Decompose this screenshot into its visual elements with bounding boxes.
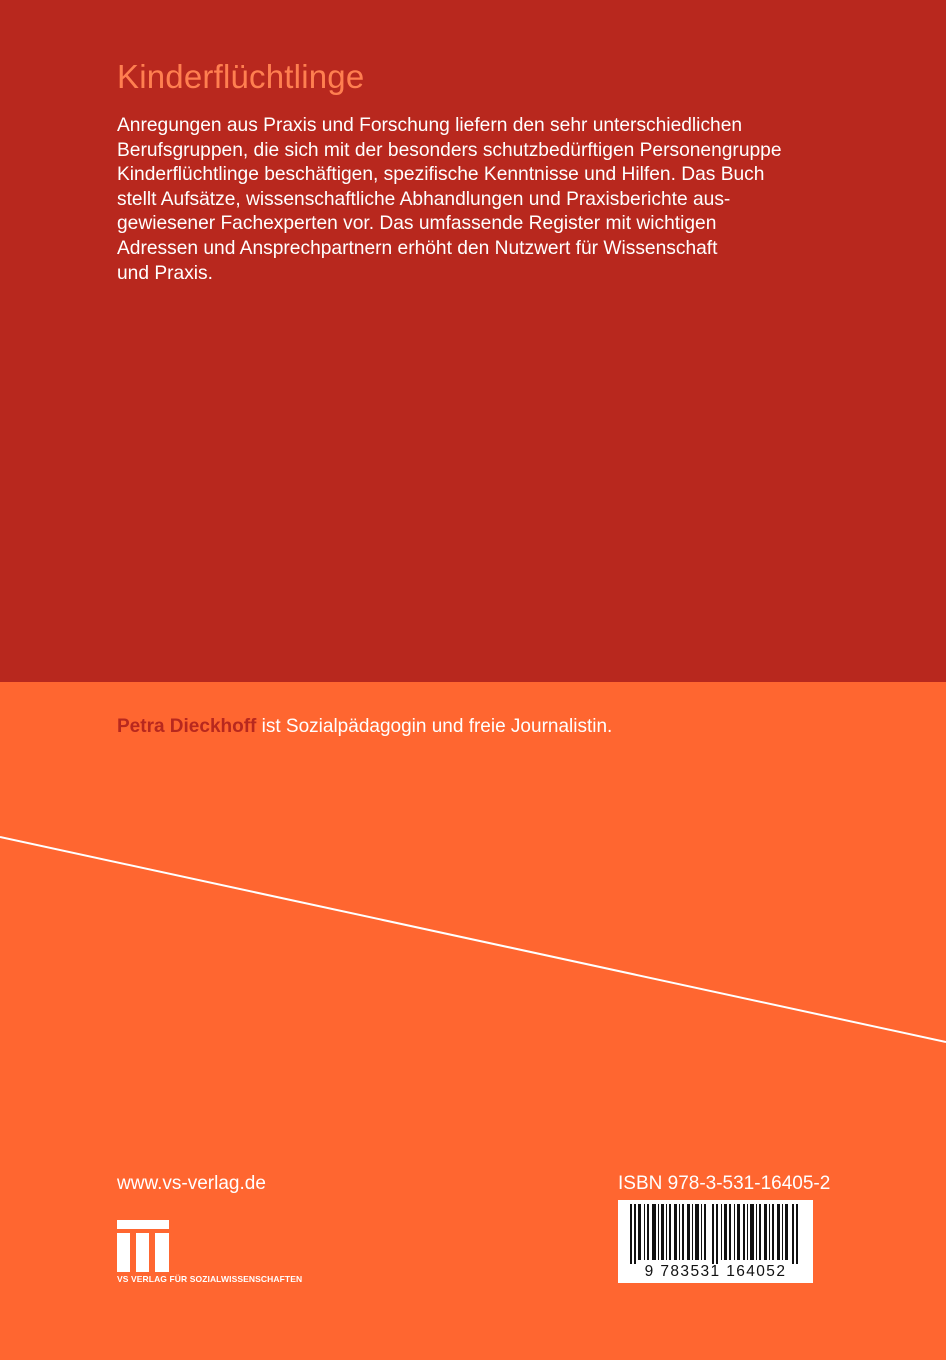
website-link[interactable]: www.vs-verlag.de [117,1173,266,1194]
vs-verlag-columns-logo-icon [117,1220,169,1272]
blurb-text [117,114,817,286]
isbn-label: ISBN 978-3-531-16405-2 [618,1173,831,1194]
blurb-line: Berufsgruppen, die sich mit der besonders schutzbedürftigen Personengruppe [117,139,782,161]
blurb-line: stellt Aufsätze, wissenschaftliche Abhandlungen und Praxisberichte aus- [117,188,731,210]
blurb-line: Anregungen aus Praxis und Forschung liefern den sehr unterschiedlichen [117,115,743,136]
book-title: Kinderflüchtlinge [117,58,365,95]
author-name: Petra Dieckhoff [117,716,257,737]
ean13-barcode-icon [618,1200,813,1264]
blurb-line: und Praxis. [117,262,213,284]
blurb-line: Adressen und Ansprechpartnern erhöht den Nutzwert für Wissenschaft [117,237,718,259]
barcode [618,1200,813,1283]
author-bio: ist Sozialpädagogin und freie Journalistin. [256,716,613,737]
publisher-label: VS VERLAG FÜR SOZIALWISSENSCHAFTEN [117,1274,303,1284]
blurb-line: gewiesener Fachexperten vor. Das umfassende Register mit wichtigen [117,213,717,235]
barcode-digits: 9 783531 164052 [644,1263,787,1280]
blurb-line: Kinderflüchtlinge beschäftigen, spezifische Kenntnisse und Hilfen. Das Buch [117,164,765,186]
